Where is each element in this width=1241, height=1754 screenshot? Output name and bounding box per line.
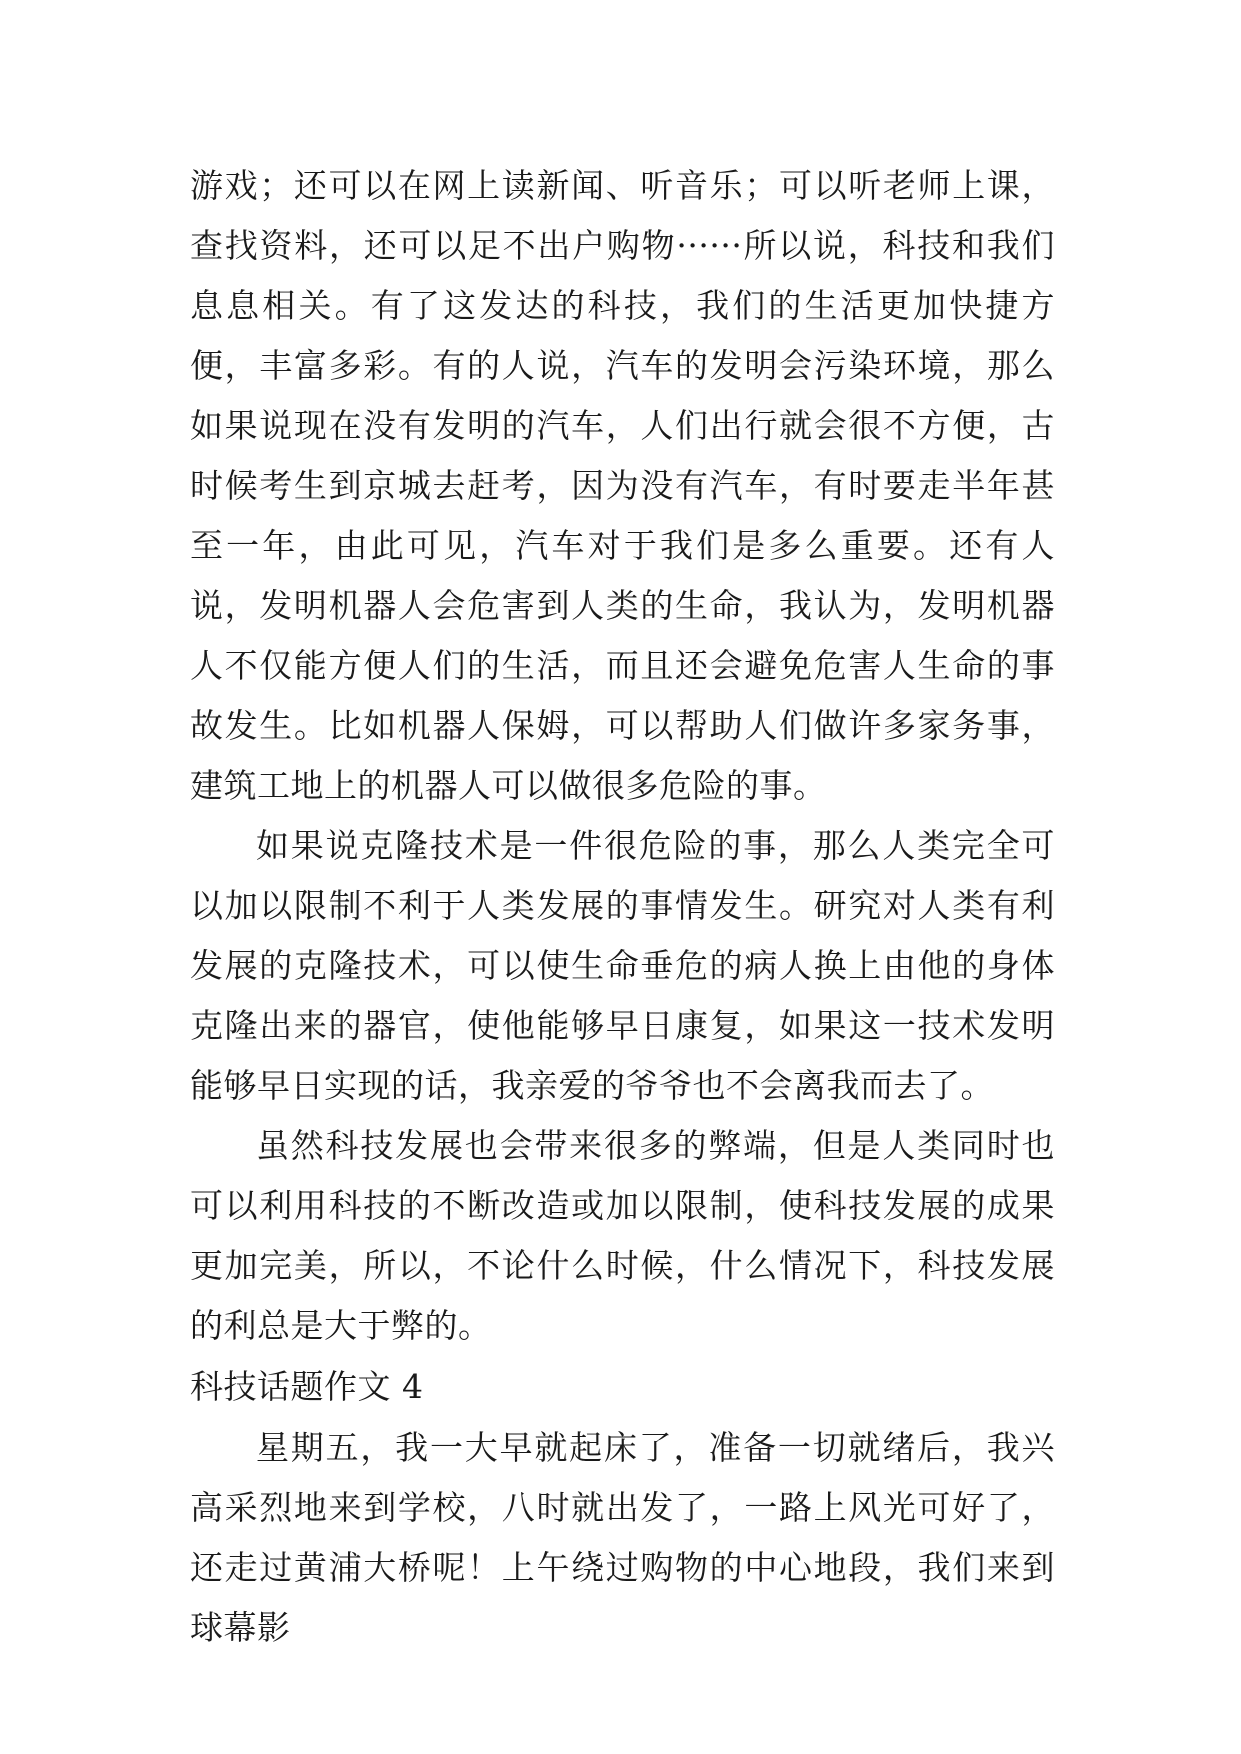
- document-page: [190, 156, 1055, 1658]
- paragraph-continuation: 游戏；还可以在网上读新闻、听音乐；可以听老师上课，查找资料，还可以足不出户购物······所以说，科技和我们息息相关。有了这发达的科技，我们的生活更加快捷方便，丰富多彩。有的人说，汽车的发明会污染环境，那么如果说现在没有发明的汽车，人们出行就会很不方便，古时候考生到京城去赶考，因为没有汽车，有时要走半年甚至一年，由此可见，汽车对于我们是多么重要。还有人说，发明机器人会危害到人类的生命，我认为，发明机器人不仅能方便人们的生活，而且还会避免危害人生命的事故发生。比如机器人保姆，可以帮助人们做许多家务事，建筑工地上的机器人可以做很多危险的事。: [190, 166, 1055, 805]
- paragraph-essay-4-opening: 星期五，我一大早就起床了，准备一切就绪后，我兴高采烈地来到学校，八时就出发了，一路上风光可好了，还走过黄浦大桥呢！上午绕过购物的中心地段，我们来到球幕影: [190, 1428, 1055, 1647]
- paragraph-cloning: 如果说克隆技术是一件很危险的事，那么人类完全可以加以限制不利于人类发展的事情发生。研究对人类有利发展的克隆技术，可以使生命垂危的病人换上由他的身体克隆出来的器官，使他能够早日康复，如果这一技术发明能够早日实现的话，我亲爱的爷爷也不会离我而去了。: [190, 826, 1055, 1105]
- essay-heading: 科技话题作文 4: [190, 1367, 424, 1406]
- paragraph-conclusion: 虽然科技发展也会带来很多的弊端，但是人类同时也可以利用科技的不断改造或加以限制，使科技发展的成果更加完美，所以，不论什么时候，什么情况下，科技发展的利总是大于弊的。: [190, 1126, 1055, 1345]
